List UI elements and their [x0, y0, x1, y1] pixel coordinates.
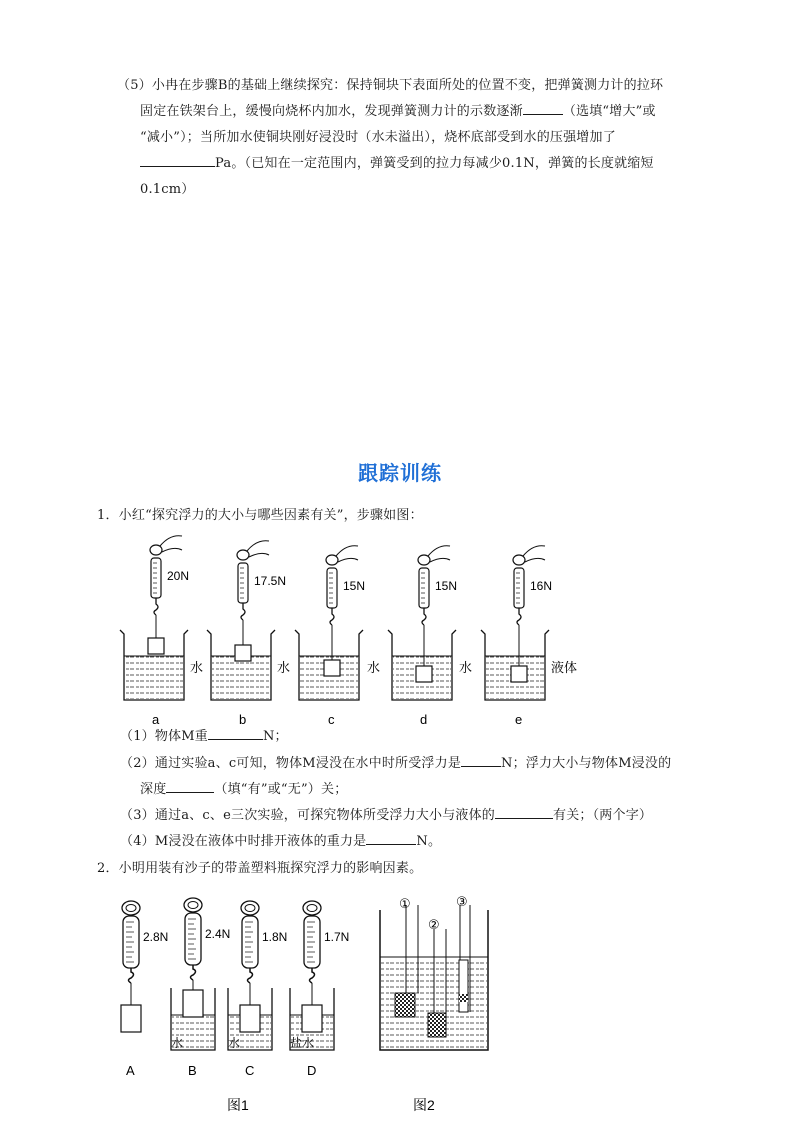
setup-letter: b [239, 712, 247, 727]
scale-ring [122, 901, 140, 915]
p1-q4-text: （4）M浸没在液体中时排开液体的重力是 [120, 834, 367, 849]
object-m [416, 666, 432, 682]
setup-letter: a [152, 712, 160, 727]
object-m [511, 666, 527, 682]
scale-reading: 1.7N [324, 930, 350, 944]
hand-icon [418, 555, 430, 565]
p1-q3-text: （3）通过a、c、e三次实验，可探究物体所受浮力大小与液体的 [120, 808, 495, 823]
p1-q3-text-b: 有关；（两个字） [553, 808, 653, 823]
beaker-setup-c [295, 546, 380, 727]
fig2-container [380, 894, 488, 1050]
liquid-label: 盐水 [290, 1036, 315, 1050]
setup-letter: e [515, 712, 523, 727]
scale-reading: 15N [343, 579, 366, 593]
bottle [240, 1005, 260, 1032]
answer-blank[interactable] [461, 754, 501, 767]
scale-reading: 20N [167, 569, 190, 583]
marker-2: ② [428, 917, 440, 932]
object-m [148, 638, 164, 654]
beaker-setup-a [120, 536, 203, 727]
p1-q1-text: （1）物体M重 [120, 729, 208, 744]
setup-letter: d [420, 712, 428, 727]
p1-q2-text-d: （填“有”或“无”）关； [214, 782, 348, 797]
p1-stem: 1．小红“探究浮力的大小与哪些因素有关”，步骤如图： [97, 508, 423, 523]
bottle-setup-D [290, 901, 349, 1078]
scale-ring [303, 901, 321, 915]
q5-line-4-text: Pa。（已知在一定范围内，弹簧受到的拉力每减少0.1N，弹簧的长度就缩短 [215, 156, 654, 171]
marker-3: ③ [456, 894, 468, 909]
bottle [183, 990, 203, 1017]
p2-stem: 2．小明用装有沙子的带盖塑料瓶探究浮力的影响因素。 [97, 861, 423, 876]
liquid-label: 水 [459, 660, 473, 675]
setup-letter: c [328, 712, 335, 727]
hand-icon [237, 550, 249, 560]
answer-blank[interactable] [208, 727, 263, 740]
bottle [302, 1005, 322, 1032]
beaker-setup-e [481, 546, 577, 727]
q5-line-1: （5）小冉在步骤B的基础上继续探究：保持铜块下表面所处的位置不变，把弹簧测力计的拉环 [117, 78, 664, 93]
q5-line-3: “减小”）；当所加水使铜块刚好浸没时（水未溢出），烧杯底部受到水的压强增加了 [140, 130, 616, 145]
marker-1: ① [399, 896, 411, 911]
p1-q1 [120, 725, 288, 744]
p1-q2 [120, 752, 671, 771]
object-m [235, 645, 251, 661]
liquid-label: 水 [277, 660, 291, 675]
scale-reading: 2.8N [143, 930, 169, 944]
setup-letter: B [188, 1063, 197, 1078]
q5-line-2-text: 固定在铁架台上，缓慢向烧杯内加水，发现弹簧测力计的示数逐渐 [140, 104, 523, 119]
liquid-label: 水 [367, 660, 381, 675]
p1-q1-unit: N； [262, 729, 288, 744]
answer-blank[interactable] [366, 832, 416, 845]
p1-q2-text: （2）通过实验a、c可知，物体M浸没在水中时所受浮力是 [120, 756, 462, 771]
bottle-3 [459, 960, 468, 1012]
beaker-setup-b [207, 541, 290, 727]
object-m [324, 660, 340, 676]
p1-q4 [120, 830, 441, 849]
bottle-setup-B [171, 898, 230, 1078]
answer-blank[interactable] [166, 780, 214, 793]
q5-line-2-option: （选填“增大”或 [562, 104, 656, 119]
setup-letter: A [126, 1063, 135, 1078]
sand-bottle-2 [428, 1013, 446, 1037]
fig2-caption: 图2 [413, 1097, 435, 1113]
p1-q4-unit: N。 [416, 834, 442, 849]
scale-reading: 15N [435, 579, 458, 593]
section-title: 跟踪训练 [358, 461, 442, 485]
hand-icon [326, 555, 338, 565]
hand-icon [513, 555, 525, 565]
scale-reading: 17.5N [254, 574, 287, 588]
bottle-setup-A [121, 901, 168, 1078]
bottle [121, 1005, 141, 1032]
bottle-setup-C [228, 901, 287, 1078]
scale-reading: 16N [530, 579, 553, 593]
beaker-setup-d [388, 546, 472, 727]
fig1-caption: 图1 [227, 1097, 249, 1113]
setup-letter: D [307, 1063, 317, 1078]
scale-reading: 2.4N [205, 927, 231, 941]
p1-q2-line2 [140, 778, 347, 797]
liquid-label: 水 [190, 660, 204, 675]
p1-q3 [120, 804, 652, 823]
q5-line-5: 0.1cm） [140, 182, 195, 197]
scale-reading: 1.8N [262, 930, 288, 944]
p1-q2-text-c: 深度 [140, 782, 167, 797]
hand-icon [150, 545, 162, 555]
liquid-label: 水 [171, 1036, 184, 1050]
scale-ring [184, 898, 202, 912]
liquid-label: 水 [228, 1036, 241, 1050]
liquid-label: 液体 [551, 660, 578, 675]
scale-ring [241, 901, 259, 915]
p1-q2-text-b: N；浮力大小与物体M浸没的 [501, 756, 672, 771]
setup-letter: C [245, 1063, 255, 1078]
sand-bottle-1 [395, 993, 415, 1017]
answer-blank[interactable] [495, 806, 553, 819]
